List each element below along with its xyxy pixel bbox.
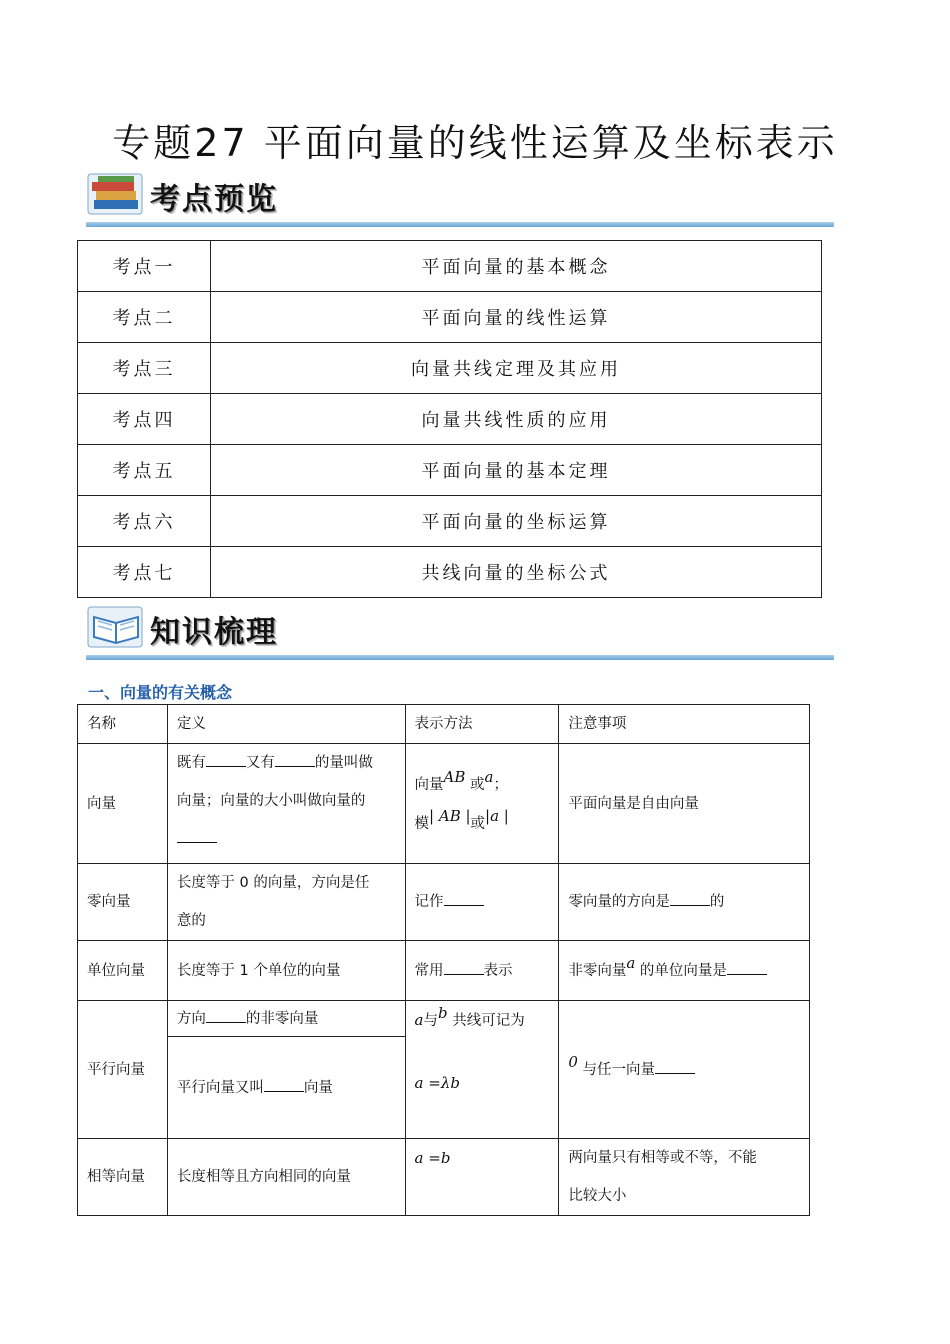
topic-title: 向量共线定理及其应用 (211, 343, 822, 394)
row-notes: 平面向量是自由向量 (559, 744, 810, 864)
topic-key: 考点四 (78, 394, 211, 445)
topic-title: 平面向量的基本定理 (211, 445, 822, 496)
fill-blank (670, 889, 710, 906)
topic-key: 考点三 (78, 343, 211, 394)
table-row (78, 292, 822, 343)
topic-title: 共线向量的坐标公式 (211, 547, 822, 598)
row-representation: 常用 表示 (405, 941, 559, 1001)
banner-rule (86, 655, 834, 660)
topic-key: 考点六 (78, 496, 211, 547)
topic-title: 平面向量的基本概念 (211, 241, 822, 292)
topic-title: 平面向量的线性运算 (211, 292, 822, 343)
topic-title: 平面向量的坐标运算 (211, 496, 822, 547)
section-heading: 一、向量的有关概念 (88, 683, 233, 702)
page-title: 专题27 平面向量的线性运算及坐标表示 (112, 121, 838, 165)
row-name: 平行向量 (78, 1001, 168, 1139)
table-row (78, 343, 822, 394)
row-definition: 既有 又有 的量叫做 向量；向量的大小叫做向量的 (167, 744, 405, 864)
row-representation: a =b (405, 1139, 559, 1216)
fill-blank (727, 958, 767, 975)
banner-rule (86, 222, 834, 227)
table-row (78, 241, 822, 292)
row-definition: 长度等于 0 的向量，方向是任 意的 (167, 864, 405, 941)
table-row (78, 941, 810, 1001)
row-representation: 记作 (405, 864, 559, 941)
row-definition: 长度相等且方向相同的向量 (167, 1139, 405, 1216)
row-name: 零向量 (78, 864, 168, 941)
table-row (78, 1139, 810, 1216)
topic-key: 考点七 (78, 547, 211, 598)
header-notes: 注意事项 (559, 705, 810, 744)
row-definition: 长度等于 1 个单位的向量 (167, 941, 405, 1001)
row-name: 向量 (78, 744, 168, 864)
row-notes: 非零向量a 的单位向量是 (559, 941, 810, 1001)
table-row (78, 496, 822, 547)
fill-blank (275, 750, 315, 767)
fill-blank (177, 826, 217, 843)
topic-key: 考点一 (78, 241, 211, 292)
fill-blank (444, 958, 484, 975)
table-row (78, 864, 810, 941)
fill-blank (444, 889, 484, 906)
books-stack-icon (86, 170, 146, 218)
topic-key: 考点五 (78, 445, 211, 496)
preview-banner-label: 考点预览 (150, 182, 278, 217)
vector-concepts-table (77, 704, 810, 1216)
topic-key: 考点二 (78, 292, 211, 343)
open-book-icon (86, 603, 146, 651)
header-definition: 定义 (167, 705, 405, 744)
table-header-row (78, 705, 810, 744)
table-row (78, 547, 822, 598)
header-name: 名称 (78, 705, 168, 744)
row-notes: 0 与任一向量 (559, 1001, 810, 1139)
row-name: 单位向量 (78, 941, 168, 1001)
row-definition: 方向 的非零向量 (167, 1001, 405, 1037)
fill-blank (655, 1057, 695, 1074)
row-name: 相等向量 (78, 1139, 168, 1216)
row-notes: 零向量的方向是 的 (559, 864, 810, 941)
row-representation: a与b 共线可记为 a =λb (405, 1001, 559, 1139)
fill-blank (264, 1075, 304, 1092)
review-banner-label: 知识梳理 (150, 615, 278, 650)
review-banner (86, 603, 836, 663)
header-representation: 表示方法 (405, 705, 559, 744)
table-row (78, 744, 810, 864)
table-row (78, 445, 822, 496)
row-representation: 向量AB 或a； 模| AB |或|a | (405, 744, 559, 864)
table-row (78, 394, 822, 445)
fill-blank (206, 1006, 246, 1023)
fill-blank (206, 750, 246, 767)
preview-banner (86, 170, 836, 230)
topics-table (77, 240, 822, 598)
row-notes: 两向量只有相等或不等，不能 比较大小 (559, 1139, 810, 1216)
table-row (78, 1001, 810, 1037)
row-definition: 平行向量又叫 向量 (167, 1037, 405, 1139)
topic-title: 向量共线性质的应用 (211, 394, 822, 445)
